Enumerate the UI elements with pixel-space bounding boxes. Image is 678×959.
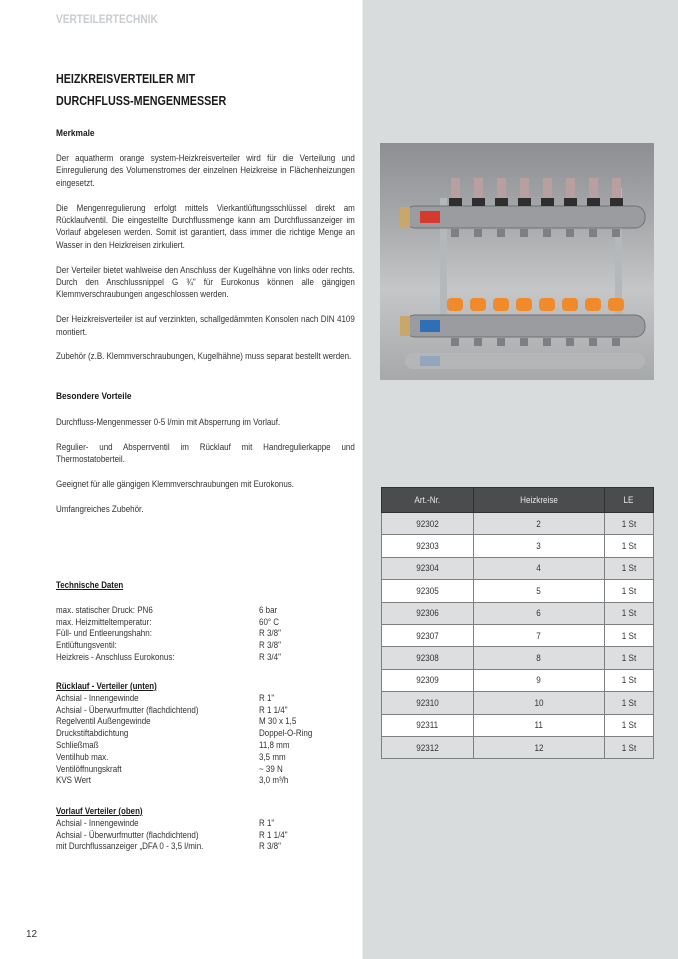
handwheel <box>470 298 486 311</box>
spec-row <box>56 740 376 752</box>
handwheel <box>447 298 463 311</box>
table-row <box>382 736 654 758</box>
cell-le: 1 St <box>604 692 654 714</box>
page-title <box>56 68 226 112</box>
vorteile-paragraph: Durchfluss-Mengenmesser 0-5 l/min mit Absperrung im Vorlauf. <box>56 417 281 427</box>
manifold-illustration <box>380 143 654 380</box>
cell-heizkreise: 5 <box>473 580 604 602</box>
spec-value: Doppel-O-Ring <box>259 728 313 739</box>
spec-value: 6 bar <box>259 604 278 615</box>
flowmeter-base <box>495 198 508 206</box>
spec-label: Regelventil Außengewinde <box>56 716 151 727</box>
cell-le: 1 St <box>604 736 654 758</box>
spec-value: R 1 1/4" <box>259 704 288 715</box>
section-tag: VERTEILERTECHNIK <box>56 14 158 26</box>
reflection-blue <box>420 356 440 366</box>
spec-row <box>56 693 376 705</box>
cell-le: 1 St <box>604 714 654 736</box>
cell-le: 1 St <box>604 602 654 624</box>
flowmeter <box>566 178 575 200</box>
outlet <box>474 229 482 237</box>
flowmeter <box>451 178 460 200</box>
cell-le: 1 St <box>604 557 654 579</box>
outlet <box>612 338 620 346</box>
flowmeter <box>474 178 483 200</box>
table-row <box>382 692 654 714</box>
cell-art-nr: 92303 <box>382 535 474 557</box>
merkmale-paragraph: Der Heizkreisverteiler ist auf verzinkten, schallgedämmten Konsolen nach DIN 4109 montiert. <box>56 314 355 337</box>
spec-row <box>56 605 376 617</box>
cell-art-nr: 92312 <box>382 736 474 758</box>
spec-label: KVS Wert <box>56 775 91 786</box>
ruecklauf-section <box>56 681 376 787</box>
article-table <box>381 487 654 759</box>
spec-label: Druckstiftabdichtung <box>56 728 129 739</box>
spec-label: Achsial - Überwurfmutter (flachdichtend) <box>56 704 199 715</box>
vorteile-paragraph: Umfangreiches Zubehör. <box>56 503 144 514</box>
spec-label: max. Heizmitteltemperatur: <box>56 616 152 627</box>
flowmeter-base <box>610 198 623 206</box>
spec-label: Entlüftungsventil: <box>56 640 117 651</box>
outlet <box>451 338 459 346</box>
ruecklauf-bar <box>405 315 645 337</box>
cell-art-nr: 92311 <box>382 714 474 736</box>
spec-value: R 3/4" <box>259 651 281 662</box>
cell-heizkreise: 10 <box>473 692 604 714</box>
spec-value: R 3/8" <box>259 640 281 651</box>
vorlauf-nut <box>400 207 410 227</box>
flowmeter <box>497 178 506 200</box>
handwheel <box>493 298 509 311</box>
table-row <box>382 624 654 646</box>
cell-heizkreise: 4 <box>473 557 604 579</box>
merkmale-paragraph: Der aquatherm orange system-Heizkreisverteiler wird für die Verteilung und Einregulierung des Volumenstromes der einzelnen Heizkreise in Flächenheizungen eingesetzt. <box>56 153 355 188</box>
spec-label: max. statischer Druck: PN6 <box>56 604 153 615</box>
vorteile-paragraph: Regulier- und Absperrventil im Rücklauf mit Handregulierkappe und Thermostatoberteil. <box>56 441 355 465</box>
flowmeter-base <box>541 198 554 206</box>
cell-art-nr: 92305 <box>382 580 474 602</box>
merkmale-paragraph: Der Verteiler bietet wahlweise den Anschluss der Kugelhähne von links oder rechts. Durch den Anschlussnippel G ¾" für Eurokonus können alle gängigen Klemmverschraubungen angeschlossen werden. <box>56 264 355 300</box>
spec-value: R 1" <box>259 692 275 703</box>
flowmeter <box>520 178 529 200</box>
title-line-2: DURCHFLUSS-MENGENMESSER <box>56 94 227 108</box>
outlet <box>589 338 597 346</box>
cell-le: 1 St <box>604 513 654 535</box>
spec-value: 3,5 mm <box>259 751 286 762</box>
spec-value: 11,8 mm <box>259 739 290 750</box>
vorteile-body <box>56 416 355 528</box>
handwheel <box>539 298 555 311</box>
ruecklauf-blue-cap <box>420 320 440 332</box>
handwheel <box>562 298 578 311</box>
cell-art-nr: 92307 <box>382 624 474 646</box>
vorlauf-heading: Vorlauf Verteiler (oben) <box>56 806 143 816</box>
technische-daten-heading: Technische Daten <box>56 580 124 590</box>
cell-art-nr: 92309 <box>382 669 474 691</box>
spec-value: R 1" <box>259 817 275 828</box>
cell-art-nr: 92310 <box>382 692 474 714</box>
flowmeter <box>612 178 621 200</box>
flowmeter-base <box>587 198 600 206</box>
merkmale-heading: Merkmale <box>56 128 95 139</box>
technische-daten <box>56 580 376 664</box>
spec-row <box>56 652 376 664</box>
spec-value: R 1 1/4" <box>259 829 288 840</box>
table-row <box>382 602 654 624</box>
cell-le: 1 St <box>604 669 654 691</box>
flowmeter <box>543 178 552 200</box>
spec-row <box>56 705 376 717</box>
table-row <box>382 580 654 602</box>
cell-art-nr: 92308 <box>382 647 474 669</box>
table-row <box>382 647 654 669</box>
spec-label: Heizkreis - Anschluss Eurokonus: <box>56 651 175 662</box>
column-header-le: LE <box>604 488 654 513</box>
spec-row <box>56 617 376 629</box>
spec-value: ~ 39 N <box>259 763 283 774</box>
handwheel <box>608 298 624 311</box>
outlet <box>566 229 574 237</box>
column-header-heizkreise: Heizkreise <box>473 488 604 513</box>
spec-label: Achsial - Innengewinde <box>56 817 139 828</box>
spec-value: 3,0 m³/h <box>259 775 289 786</box>
outlet <box>520 229 528 237</box>
spec-row <box>56 830 376 842</box>
spec-label: Achsial - Überwurfmutter (flachdichtend) <box>56 829 199 840</box>
ruecklauf-nut <box>400 316 410 336</box>
cell-art-nr: 92306 <box>382 602 474 624</box>
merkmale-paragraph: Zubehör (z.B. Klemmverschraubungen, Kugelhähne) muss separat bestellt werden. <box>56 351 352 362</box>
column-header-art-nr: Art.-Nr. <box>382 488 474 513</box>
vorteile-paragraph: Geeignet für alle gängigen Klemmverschraubungen mit Eurokonus. <box>56 479 294 489</box>
spec-value: R 3/8" <box>259 628 281 639</box>
spec-label: Ventilhub max. <box>56 751 109 762</box>
cell-art-nr: 92302 <box>382 513 474 535</box>
cell-le: 1 St <box>604 580 654 602</box>
cell-heizkreise: 6 <box>473 602 604 624</box>
table-row <box>382 557 654 579</box>
outlet <box>543 229 551 237</box>
vorlauf-section <box>56 806 376 853</box>
cell-heizkreise: 7 <box>473 624 604 646</box>
handwheel <box>585 298 601 311</box>
cell-heizkreise: 3 <box>473 535 604 557</box>
spec-row <box>56 775 376 787</box>
flowmeter-base <box>518 198 531 206</box>
spec-value: M 30 x 1,5 <box>259 716 297 727</box>
spec-row <box>56 716 376 728</box>
cell-heizkreise: 11 <box>473 714 604 736</box>
cell-art-nr: 92304 <box>382 557 474 579</box>
outlet <box>612 229 620 237</box>
spec-label: mit Durchflussanzeiger „DFA 0 - 3,5 l/min. <box>56 841 204 852</box>
spec-value: R 3/8" <box>259 841 281 852</box>
table-row <box>382 535 654 557</box>
flowmeter <box>589 178 598 200</box>
title-line-1: HEIZKREISVERTEILER MIT <box>56 72 196 86</box>
spec-label: Füll- und Entleerungshahn: <box>56 628 152 639</box>
flowmeter-base <box>564 198 577 206</box>
outlet <box>497 338 505 346</box>
cell-heizkreise: 9 <box>473 669 604 691</box>
spec-value: 60° C <box>259 616 280 627</box>
spec-row <box>56 752 376 764</box>
cell-heizkreise: 12 <box>473 736 604 758</box>
cell-le: 1 St <box>604 624 654 646</box>
flowmeter-base <box>472 198 485 206</box>
spec-row <box>56 728 376 740</box>
reflection <box>405 353 645 369</box>
spec-label: Ventilöffnungskraft <box>56 763 122 774</box>
table-row <box>382 669 654 691</box>
vorlauf-bar <box>405 206 645 228</box>
outlet <box>497 229 505 237</box>
table-header-row <box>382 488 654 513</box>
cell-heizkreise: 2 <box>473 513 604 535</box>
spec-label: Achsial - Innengewinde <box>56 692 139 703</box>
handwheel <box>516 298 532 311</box>
spec-row <box>56 764 376 776</box>
outlet <box>451 229 459 237</box>
vorlauf-red-cap <box>420 211 440 223</box>
ruecklauf-heading: Rücklauf - Verteiler (unten) <box>56 681 157 691</box>
outlet <box>589 229 597 237</box>
product-image <box>380 143 654 380</box>
outlet <box>474 338 482 346</box>
page-number: 12 <box>26 929 38 940</box>
merkmale-paragraph: Die Mengenregulierung erfolgt mittels Vierkantlüftungsschlüssel direkt am Rücklaufventil. Die eingestellte Durchflussmenge kann am Durchflussanzeiger im Vorlauf abgelesen werden. Somit ist garantiert, dass immer die richtige Menge an Wasser in den Heizkreisen zirkuliert. <box>56 202 355 250</box>
spec-row <box>56 841 376 853</box>
outlet <box>543 338 551 346</box>
outlet <box>566 338 574 346</box>
flowmeter-base <box>449 198 462 206</box>
table-row <box>382 714 654 736</box>
merkmale-body <box>56 152 355 375</box>
spec-row <box>56 640 376 652</box>
cell-le: 1 St <box>604 535 654 557</box>
spec-row <box>56 628 376 640</box>
cell-le: 1 St <box>604 647 654 669</box>
spec-row <box>56 818 376 830</box>
outlet <box>520 338 528 346</box>
table-row <box>382 513 654 535</box>
spec-label: Schließmaß <box>56 739 99 750</box>
vorteile-heading: Besondere Vorteile <box>56 391 132 402</box>
cell-heizkreise: 8 <box>473 647 604 669</box>
